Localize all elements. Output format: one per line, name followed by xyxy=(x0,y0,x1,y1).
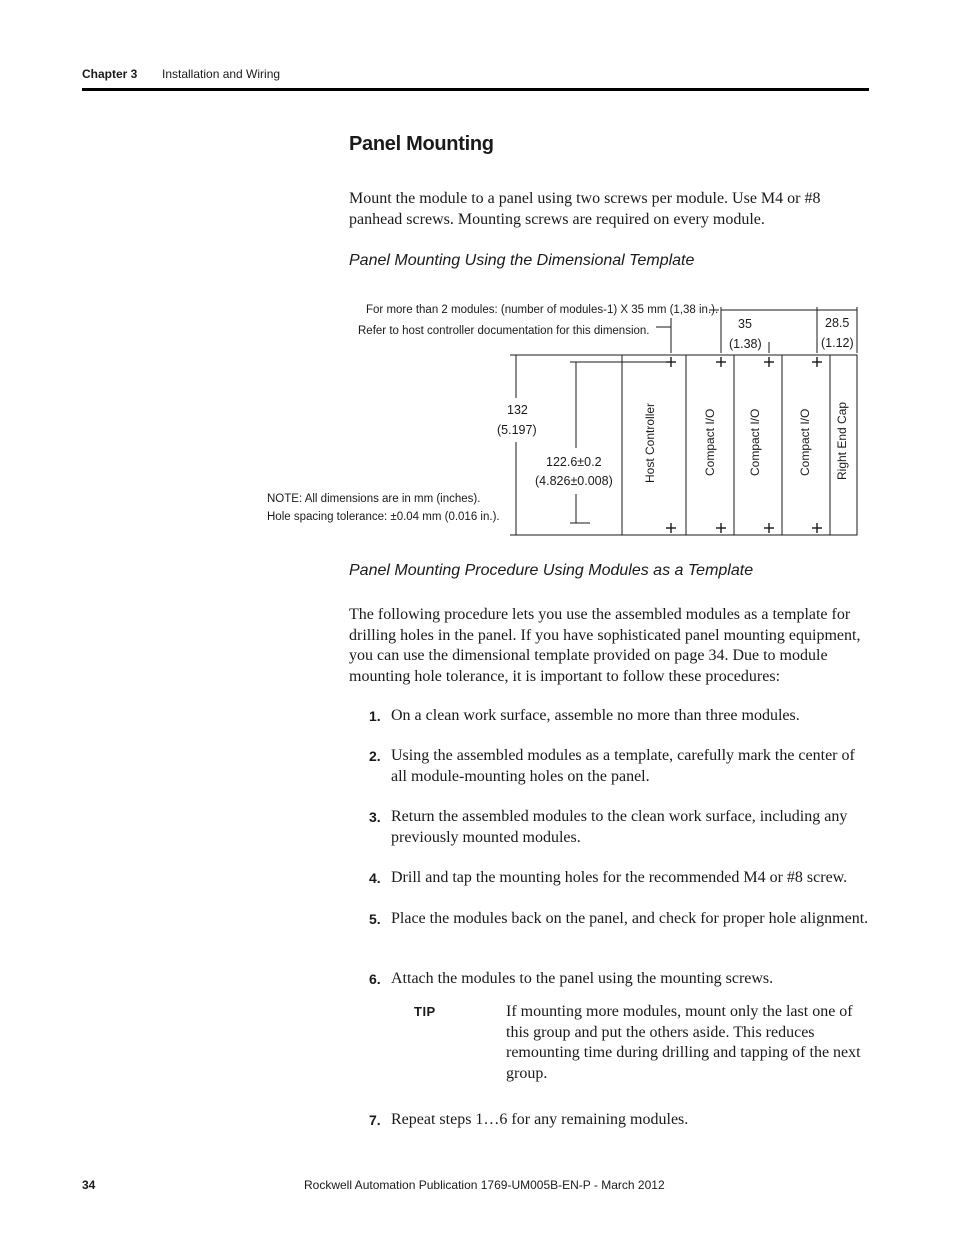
step-4 xyxy=(369,868,874,889)
section-title: Panel Mounting xyxy=(349,133,494,155)
note-dimensions: NOTE: All dimensions are in mm (inches). xyxy=(267,493,481,505)
note-host: Refer to host controller documentation for this dimension. xyxy=(358,325,650,337)
step-5 xyxy=(369,909,874,930)
step-3 xyxy=(369,807,874,848)
dim-28-5-in: (1.12) xyxy=(821,336,854,350)
page-number: 34 xyxy=(82,1178,96,1192)
step-text: Return the assembled modules to the clean work surface, including any previously mounted modules. xyxy=(391,808,848,846)
hole-marker xyxy=(812,357,822,367)
step-text: Attach the modules to the panel using the mounting screws. xyxy=(391,970,774,987)
step-number: 2. xyxy=(369,748,381,764)
hole-marker xyxy=(666,523,676,533)
step-text: On a clean work surface, assemble no more than three modules. xyxy=(391,707,800,724)
dim-35-in: (1.38) xyxy=(729,337,762,351)
hole-marker xyxy=(764,357,774,367)
dim-35-mm: 35 xyxy=(738,317,752,331)
step-number: 7. xyxy=(369,1112,381,1128)
hole-marker xyxy=(764,523,774,533)
chapter-label: Chapter 3 xyxy=(82,67,138,81)
intro-paragraph: Mount the module to a panel using two screws per module. Use M4 or #8 panhead screws. Mounting screws are required on every module. xyxy=(349,190,821,228)
step-6 xyxy=(369,969,874,990)
hole-marker xyxy=(716,523,726,533)
dim-132-mm: 132 xyxy=(507,403,528,417)
dim-132-in: (5.197) xyxy=(497,423,537,437)
step-number: 1. xyxy=(369,708,381,724)
step-7 xyxy=(369,1110,874,1131)
step-number: 4. xyxy=(369,870,381,886)
step-text: Using the assembled modules as a template, carefully mark the center of all module-mounting holes on the panel. xyxy=(391,747,855,785)
subsection-title-template: Panel Mounting Using the Dimensional Template xyxy=(349,252,695,269)
dim-122-6-in: (4.826±0.008) xyxy=(535,474,613,488)
hole-marker xyxy=(716,357,726,367)
tip-label: TIP xyxy=(414,1004,436,1019)
module-label-compact-io-3: Compact I/O xyxy=(798,408,812,476)
step-number: 6. xyxy=(369,971,381,987)
procedure-intro: The following procedure lets you use the assembled modules as a template for drilling holes in the panel. If you have sophisticated panel mounting equipment, you can use the dimensional template provided on page 34. Due to module mounting hole tolerance, it is important to follow these procedures: xyxy=(349,606,861,685)
step-2 xyxy=(369,746,874,787)
dim-122-6-mm: 122.6±0.2 xyxy=(546,455,602,469)
step-text: Repeat steps 1…6 for any remaining modules. xyxy=(391,1111,689,1128)
hole-marker xyxy=(812,523,822,533)
module-outlines xyxy=(622,355,857,535)
dim-28-5-mm: 28.5 xyxy=(825,316,850,330)
module-label-host-controller: Host Controller xyxy=(643,402,657,483)
step-text: Place the modules back on the panel, and check for proper hole alignment. xyxy=(391,910,869,927)
step-number: 5. xyxy=(369,911,381,927)
chapter-title: Installation and Wiring xyxy=(162,67,281,81)
module-label-end-cap: Right End Cap xyxy=(835,401,849,480)
hole-marker xyxy=(666,357,676,367)
module-label-compact-io-2: Compact I/O xyxy=(748,408,762,476)
note-modules: For more than 2 modules: (number of modules-1) X 35 mm (1,38 in.). xyxy=(366,304,719,316)
step-number: 3. xyxy=(369,809,381,825)
module-label-compact-io-1: Compact I/O xyxy=(703,408,717,476)
subsection-title-procedure: Panel Mounting Procedure Using Modules as a Template xyxy=(349,562,754,579)
dimensional-template-diagram xyxy=(0,0,954,560)
step-1 xyxy=(369,706,874,727)
tip-text: If mounting more modules, mount only the last one of this group and put the others aside. This reduces remounting time during drilling and tapping of the next group. xyxy=(506,1003,861,1082)
note-tolerance: Hole spacing tolerance: ±0.04 mm (0.016 in.). xyxy=(267,511,500,523)
step-text: Drill and tap the mounting holes for the recommended M4 or #8 screw. xyxy=(391,869,848,886)
publication-info: Rockwell Automation Publication 1769-UM005B-EN-P - March 2012 xyxy=(304,1178,665,1192)
